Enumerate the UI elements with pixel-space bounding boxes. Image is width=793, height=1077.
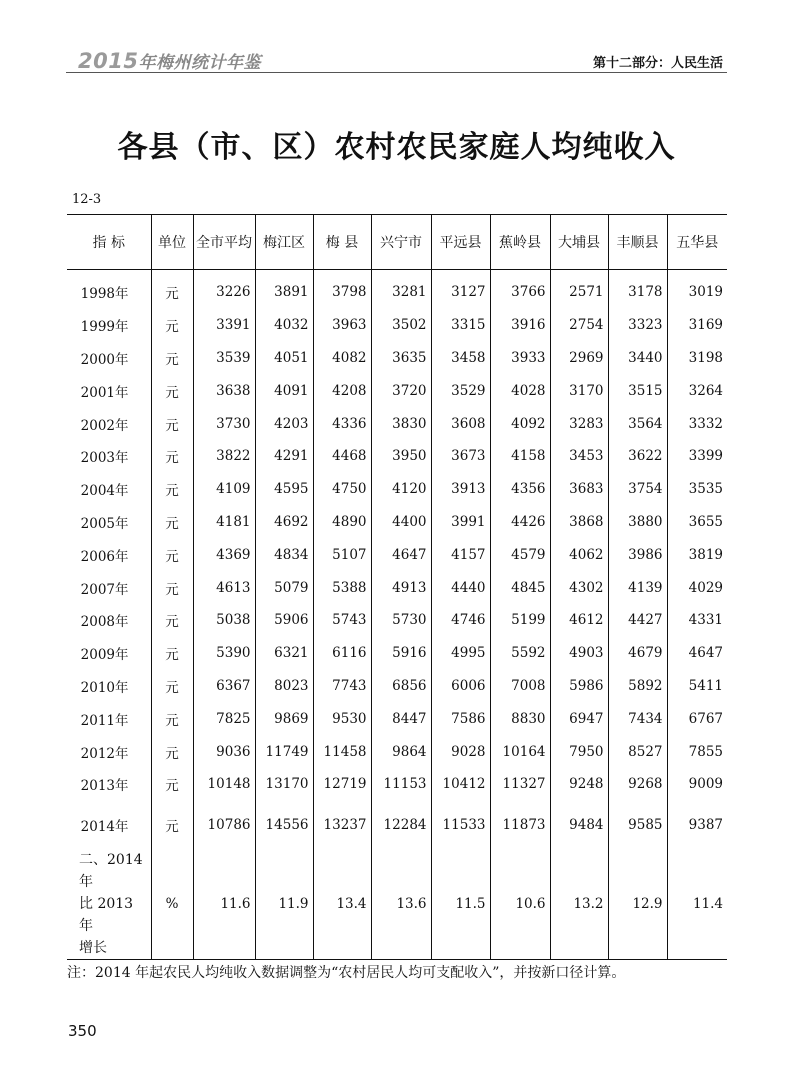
table-row bbox=[67, 801, 727, 849]
growth-value-cell: 10.6 bbox=[490, 849, 550, 960]
value-cell: 3453 bbox=[550, 440, 608, 473]
value-cell: 4647 bbox=[371, 538, 431, 571]
value-cell: 6856 bbox=[371, 670, 431, 703]
unit-cell: 元 bbox=[151, 538, 193, 571]
value-cell: 4890 bbox=[313, 506, 371, 539]
table-row bbox=[67, 270, 727, 309]
value-cell: 3991 bbox=[431, 506, 490, 539]
table-row bbox=[67, 538, 727, 571]
value-cell: 3913 bbox=[431, 473, 490, 506]
table-row bbox=[67, 702, 727, 735]
growth-label: 二、2014年 比 2013 年 增长 bbox=[67, 849, 151, 960]
table-row bbox=[67, 342, 727, 375]
value-cell: 7743 bbox=[313, 670, 371, 703]
value-cell: 3539 bbox=[193, 342, 255, 375]
value-cell: 4062 bbox=[550, 538, 608, 571]
value-cell: 4613 bbox=[193, 571, 255, 604]
value-cell: 8447 bbox=[371, 702, 431, 735]
column-header: 丰顺县 bbox=[608, 215, 667, 270]
unit-cell: 元 bbox=[151, 309, 193, 342]
value-cell: 8527 bbox=[608, 735, 667, 768]
growth-value-cell: 13.4 bbox=[313, 849, 371, 960]
value-cell: 7825 bbox=[193, 702, 255, 735]
table-row bbox=[67, 374, 727, 407]
value-cell: 10786 bbox=[193, 801, 255, 849]
value-cell: 4181 bbox=[193, 506, 255, 539]
value-cell: 3916 bbox=[490, 309, 550, 342]
value-cell: 3515 bbox=[608, 374, 667, 407]
value-cell: 9484 bbox=[550, 801, 608, 849]
unit-cell: 元 bbox=[151, 571, 193, 604]
value-cell: 3458 bbox=[431, 342, 490, 375]
value-cell: 9585 bbox=[608, 801, 667, 849]
value-cell: 7586 bbox=[431, 702, 490, 735]
unit-cell: 元 bbox=[151, 407, 193, 440]
row-label: 2013年 bbox=[80, 778, 129, 795]
value-cell: 5906 bbox=[255, 604, 313, 637]
value-cell: 4203 bbox=[255, 407, 313, 440]
value-cell: 4051 bbox=[255, 342, 313, 375]
value-cell: 9869 bbox=[255, 702, 313, 735]
value-cell: 6947 bbox=[550, 702, 608, 735]
value-cell: 3226 bbox=[193, 270, 255, 309]
value-cell: 4426 bbox=[490, 506, 550, 539]
row-label: 2006年 bbox=[80, 548, 129, 565]
value-cell: 5592 bbox=[490, 637, 550, 670]
table-row bbox=[67, 440, 727, 473]
value-cell: 4750 bbox=[313, 473, 371, 506]
value-cell: 4427 bbox=[608, 604, 667, 637]
value-cell: 11327 bbox=[490, 768, 550, 801]
brand-year: 2015 bbox=[78, 49, 139, 73]
value-cell: 5107 bbox=[313, 538, 371, 571]
value-cell: 4331 bbox=[667, 604, 727, 637]
value-cell: 9864 bbox=[371, 735, 431, 768]
column-header: 大埔县 bbox=[550, 215, 608, 270]
value-cell: 3683 bbox=[550, 473, 608, 506]
unit-cell: 元 bbox=[151, 637, 193, 670]
value-cell: 4845 bbox=[490, 571, 550, 604]
value-cell: 3635 bbox=[371, 342, 431, 375]
value-cell: 10164 bbox=[490, 735, 550, 768]
value-cell: 3283 bbox=[550, 407, 608, 440]
value-cell: 4208 bbox=[313, 374, 371, 407]
growth-row bbox=[67, 849, 727, 960]
value-cell: 9036 bbox=[193, 735, 255, 768]
table-row bbox=[67, 735, 727, 768]
column-header: 全市平均 bbox=[193, 215, 255, 270]
value-cell: 8023 bbox=[255, 670, 313, 703]
value-cell: 4679 bbox=[608, 637, 667, 670]
value-cell: 4995 bbox=[431, 637, 490, 670]
value-cell: 11458 bbox=[313, 735, 371, 768]
value-cell: 6006 bbox=[431, 670, 490, 703]
value-cell: 6767 bbox=[667, 702, 727, 735]
value-cell: 4692 bbox=[255, 506, 313, 539]
row-label: 2007年 bbox=[80, 581, 129, 598]
growth-value-cell: 11.9 bbox=[255, 849, 313, 960]
value-cell: 7008 bbox=[490, 670, 550, 703]
value-cell: 9028 bbox=[431, 735, 490, 768]
value-cell: 13237 bbox=[313, 801, 371, 849]
value-cell: 4092 bbox=[490, 407, 550, 440]
page-number: 350 bbox=[68, 1022, 97, 1040]
growth-value-cell: 13.2 bbox=[550, 849, 608, 960]
value-cell: 10412 bbox=[431, 768, 490, 801]
value-cell: 13170 bbox=[255, 768, 313, 801]
section-title: 第十二部分：人民生活 bbox=[592, 56, 723, 71]
row-label: 2005年 bbox=[80, 515, 129, 532]
table-row bbox=[67, 604, 727, 637]
column-header: 梅 县 bbox=[313, 215, 371, 270]
value-cell: 7434 bbox=[608, 702, 667, 735]
row-label: 2010年 bbox=[80, 679, 129, 696]
value-cell: 5986 bbox=[550, 670, 608, 703]
value-cell: 8830 bbox=[490, 702, 550, 735]
unit-cell: 元 bbox=[151, 670, 193, 703]
value-cell: 6116 bbox=[313, 637, 371, 670]
unit-cell: 元 bbox=[151, 473, 193, 506]
value-cell: 4356 bbox=[490, 473, 550, 506]
value-cell: 3830 bbox=[371, 407, 431, 440]
value-cell: 9268 bbox=[608, 768, 667, 801]
value-cell: 2969 bbox=[550, 342, 608, 375]
value-cell: 11873 bbox=[490, 801, 550, 849]
value-cell: 9387 bbox=[667, 801, 727, 849]
value-cell: 10148 bbox=[193, 768, 255, 801]
row-label: 2008年 bbox=[80, 614, 129, 631]
income-table bbox=[67, 214, 727, 960]
value-cell: 4157 bbox=[431, 538, 490, 571]
row-label: 1999年 bbox=[80, 319, 129, 336]
value-cell: 5199 bbox=[490, 604, 550, 637]
value-cell: 5411 bbox=[667, 670, 727, 703]
value-cell: 12719 bbox=[313, 768, 371, 801]
unit-cell: 元 bbox=[151, 735, 193, 768]
value-cell: 9009 bbox=[667, 768, 727, 801]
value-cell: 3891 bbox=[255, 270, 313, 309]
table-row bbox=[67, 571, 727, 604]
row-label: 2011年 bbox=[80, 712, 129, 729]
column-header: 蕉岭县 bbox=[490, 215, 550, 270]
value-cell: 7855 bbox=[667, 735, 727, 768]
value-cell: 4595 bbox=[255, 473, 313, 506]
table-row bbox=[67, 309, 727, 342]
value-cell: 9530 bbox=[313, 702, 371, 735]
value-cell: 4091 bbox=[255, 374, 313, 407]
value-cell: 5079 bbox=[255, 571, 313, 604]
value-cell: 3822 bbox=[193, 440, 255, 473]
value-cell: 3880 bbox=[608, 506, 667, 539]
row-label: 2002年 bbox=[80, 417, 129, 434]
value-cell: 4468 bbox=[313, 440, 371, 473]
table-header-row bbox=[67, 215, 727, 270]
value-cell: 3019 bbox=[667, 270, 727, 309]
value-cell: 3720 bbox=[371, 374, 431, 407]
value-cell: 3399 bbox=[667, 440, 727, 473]
brand-title: 年梅州统计年鉴 bbox=[138, 53, 261, 73]
value-cell: 4302 bbox=[550, 571, 608, 604]
value-cell: 6321 bbox=[255, 637, 313, 670]
unit-cell: 元 bbox=[151, 801, 193, 849]
value-cell: 3608 bbox=[431, 407, 490, 440]
value-cell: 4834 bbox=[255, 538, 313, 571]
row-label: 2004年 bbox=[80, 483, 129, 500]
value-cell: 3170 bbox=[550, 374, 608, 407]
value-cell: 4440 bbox=[431, 571, 490, 604]
value-cell: 11533 bbox=[431, 801, 490, 849]
column-header: 平远县 bbox=[431, 215, 490, 270]
value-cell: 3933 bbox=[490, 342, 550, 375]
unit-cell: 元 bbox=[151, 768, 193, 801]
row-label: 2001年 bbox=[80, 384, 129, 401]
value-cell: 11153 bbox=[371, 768, 431, 801]
table-row bbox=[67, 407, 727, 440]
value-cell: 5730 bbox=[371, 604, 431, 637]
value-cell: 2754 bbox=[550, 309, 608, 342]
value-cell: 3963 bbox=[313, 309, 371, 342]
value-cell: 3564 bbox=[608, 407, 667, 440]
column-header: 梅江区 bbox=[255, 215, 313, 270]
header-divider bbox=[66, 72, 727, 73]
table-row bbox=[67, 473, 727, 506]
value-cell: 5916 bbox=[371, 637, 431, 670]
value-cell: 4139 bbox=[608, 571, 667, 604]
value-cell: 3169 bbox=[667, 309, 727, 342]
value-cell: 3391 bbox=[193, 309, 255, 342]
row-label: 2009年 bbox=[80, 647, 129, 664]
value-cell: 11749 bbox=[255, 735, 313, 768]
value-cell: 4158 bbox=[490, 440, 550, 473]
yearbook-brand bbox=[78, 48, 261, 73]
column-header: 五华县 bbox=[667, 215, 727, 270]
value-cell: 3673 bbox=[431, 440, 490, 473]
value-cell: 3766 bbox=[490, 270, 550, 309]
value-cell: 3754 bbox=[608, 473, 667, 506]
table-note: 注：2014 年起农民人均纯收入数据调整为“农村居民人均可支配收入”，并按新口径计算。 bbox=[67, 965, 626, 981]
value-cell: 3440 bbox=[608, 342, 667, 375]
value-cell: 5388 bbox=[313, 571, 371, 604]
value-cell: 3798 bbox=[313, 270, 371, 309]
column-header: 兴宁市 bbox=[371, 215, 431, 270]
value-cell: 3535 bbox=[667, 473, 727, 506]
unit-cell: 元 bbox=[151, 702, 193, 735]
table-number: 12-3 bbox=[72, 192, 102, 207]
value-cell: 4647 bbox=[667, 637, 727, 670]
value-cell: 3655 bbox=[667, 506, 727, 539]
value-cell: 4120 bbox=[371, 473, 431, 506]
value-cell: 14556 bbox=[255, 801, 313, 849]
value-cell: 4913 bbox=[371, 571, 431, 604]
unit-cell: 元 bbox=[151, 270, 193, 309]
value-cell: 4082 bbox=[313, 342, 371, 375]
value-cell: 3264 bbox=[667, 374, 727, 407]
value-cell: 3178 bbox=[608, 270, 667, 309]
growth-value-cell: 13.6 bbox=[371, 849, 431, 960]
value-cell: 4369 bbox=[193, 538, 255, 571]
value-cell: 7950 bbox=[550, 735, 608, 768]
value-cell: 3730 bbox=[193, 407, 255, 440]
value-cell: 5390 bbox=[193, 637, 255, 670]
value-cell: 3198 bbox=[667, 342, 727, 375]
value-cell: 2571 bbox=[550, 270, 608, 309]
row-label: 1998年 bbox=[80, 286, 129, 303]
unit-cell: 元 bbox=[151, 604, 193, 637]
table-body bbox=[67, 270, 727, 960]
value-cell: 4579 bbox=[490, 538, 550, 571]
value-cell: 3868 bbox=[550, 506, 608, 539]
value-cell: 4032 bbox=[255, 309, 313, 342]
unit-cell: 元 bbox=[151, 342, 193, 375]
table-row bbox=[67, 637, 727, 670]
table-row bbox=[67, 768, 727, 801]
value-cell: 4400 bbox=[371, 506, 431, 539]
unit-cell: 元 bbox=[151, 374, 193, 407]
value-cell: 3315 bbox=[431, 309, 490, 342]
column-header: 单位 bbox=[151, 215, 193, 270]
value-cell: 3529 bbox=[431, 374, 490, 407]
value-cell: 4029 bbox=[667, 571, 727, 604]
unit-cell: 元 bbox=[151, 440, 193, 473]
value-cell: 3638 bbox=[193, 374, 255, 407]
value-cell: 3323 bbox=[608, 309, 667, 342]
value-cell: 4746 bbox=[431, 604, 490, 637]
value-cell: 3622 bbox=[608, 440, 667, 473]
row-label: 2012年 bbox=[80, 745, 129, 762]
value-cell: 4336 bbox=[313, 407, 371, 440]
value-cell: 3819 bbox=[667, 538, 727, 571]
value-cell: 3332 bbox=[667, 407, 727, 440]
page-title: 各县（市、区）农村农民家庭人均纯收入 bbox=[117, 130, 676, 165]
value-cell: 3950 bbox=[371, 440, 431, 473]
table-row bbox=[67, 670, 727, 703]
value-cell: 3986 bbox=[608, 538, 667, 571]
value-cell: 5743 bbox=[313, 604, 371, 637]
row-label: 2000年 bbox=[80, 351, 129, 368]
value-cell: 9248 bbox=[550, 768, 608, 801]
table-row bbox=[67, 506, 727, 539]
column-header: 指 标 bbox=[67, 215, 151, 270]
growth-value-cell: 12.9 bbox=[608, 849, 667, 960]
value-cell: 5892 bbox=[608, 670, 667, 703]
growth-value-cell: 11.4 bbox=[667, 849, 727, 960]
growth-value-cell: 11.5 bbox=[431, 849, 490, 960]
value-cell: 3502 bbox=[371, 309, 431, 342]
value-cell: 4109 bbox=[193, 473, 255, 506]
value-cell: 6367 bbox=[193, 670, 255, 703]
value-cell: 5038 bbox=[193, 604, 255, 637]
value-cell: 4028 bbox=[490, 374, 550, 407]
growth-value-cell: 11.6 bbox=[193, 849, 255, 960]
unit-cell: % bbox=[151, 849, 193, 960]
row-label: 2003年 bbox=[80, 450, 129, 467]
row-label: 2014年 bbox=[80, 818, 129, 835]
unit-cell: 元 bbox=[151, 506, 193, 539]
value-cell: 4903 bbox=[550, 637, 608, 670]
value-cell: 12284 bbox=[371, 801, 431, 849]
value-cell: 3127 bbox=[431, 270, 490, 309]
value-cell: 3281 bbox=[371, 270, 431, 309]
value-cell: 4612 bbox=[550, 604, 608, 637]
value-cell: 4291 bbox=[255, 440, 313, 473]
